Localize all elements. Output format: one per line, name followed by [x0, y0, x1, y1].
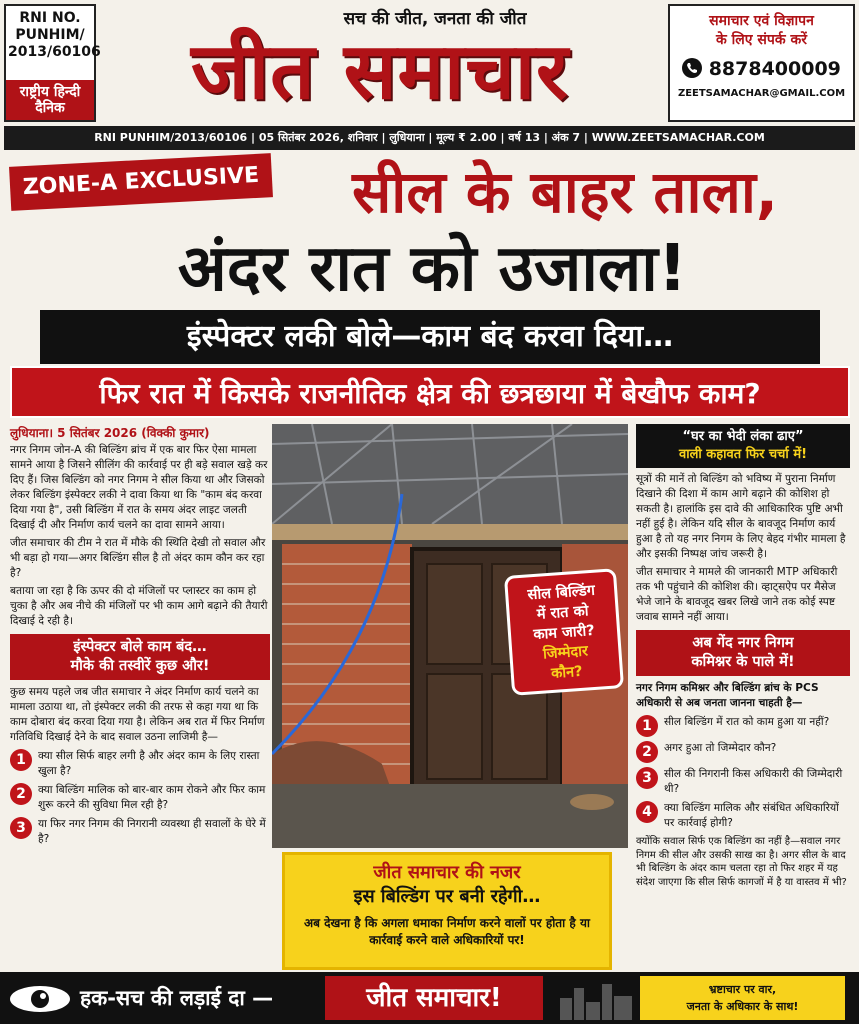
section-heading-line: इंस्पेक्टर बोले काम बंद…: [73, 639, 207, 655]
callout-line: में रात को: [536, 603, 589, 623]
question-number: 1: [10, 749, 32, 771]
question-number: 1: [636, 715, 658, 737]
footer-brand: जीत समाचार!: [325, 976, 543, 1020]
callout-line: सील बिल्डिंग: [527, 582, 596, 604]
email-address[interactable]: ZEETSAMACHAR@GMAIL.COM: [677, 88, 846, 99]
article-paragraph: जीत समाचार की टीम ने रात में मौके की स्थिति देखी तो सवाल और भी बड़ा हो गया—अगर बिल्डिंग सील है तो अंदर काम कौन कर रहा है?: [10, 537, 266, 579]
phone-text: 8878400009: [708, 58, 841, 80]
callout-line: कौन?: [550, 663, 584, 682]
question-item: [636, 741, 850, 763]
question-number: 4: [636, 801, 658, 823]
question-item: [636, 767, 850, 797]
question-number: 2: [636, 741, 658, 763]
question-text: क्या बिल्डिंग मालिक को बार-बार काम रोकने और फिर काम शुरू करने की सुविधा मिल रही है?: [38, 784, 266, 811]
subheadline-red: फिर रात में किसके राजनीतिक क्षेत्र की छत्रछाया में बेखौफ काम?: [10, 366, 850, 418]
national-daily-line: दैनिक: [35, 100, 65, 116]
question-text: सील बिल्डिंग में रात को काम हुआ या नहीं?: [664, 716, 830, 728]
question-text: अगर हुआ तो जिम्मेदार कौन?: [664, 742, 777, 754]
footer-motto: [640, 976, 845, 1020]
footer-slogan: हक-सच की लड़ाई दा —: [80, 986, 274, 1010]
dateline: लुधियाना। 5 सितंबर 2026 (विक्की कुमार): [10, 426, 210, 440]
section-heading-line: “घर का भेदी लंका ढाए”: [682, 429, 804, 444]
subheadline-black: इंस्पेक्टर लकी बोले—काम बंद करवा दिया…: [40, 310, 820, 364]
section-heading-line: वाली कहावत फिर चर्चा में!: [678, 447, 808, 462]
contact-box: [668, 4, 855, 122]
eye-icon: [8, 984, 72, 1014]
photo-callout: [504, 568, 624, 696]
city-skyline-icon: [560, 980, 634, 1020]
headline-line-1: सील के बाहर ताला,: [352, 158, 778, 226]
article-paragraph: नगर निगम जोन-A की बिल्डिंग ब्रांच में एक बार फिर ऐसा मामला सामने आया है जिसने सीलिंग की कार्रवाई पर ही बड़े सवाल खड़े कर दिए हैं। जिस बिल्डिंग को नगर निगम ने सील किया था और जिसको लेकर बिल्डिंग इंस्पेक्टर लकी ने दावा किया था कि "काम बंद करवा दिया गया है", उसी बिल्डिंग में रात के समय अंदर लाइट जलती दिखाई दी और निर्माण कार्य चलने का दावा सामने आया।: [10, 444, 268, 531]
rni-line: RNI NO.: [19, 10, 81, 26]
question-number: 3: [10, 817, 32, 839]
exclusive-tag: ZONE-A EXCLUSIVE: [9, 153, 273, 211]
info-bar: RNI PUNHIM/2013/60106 | 05 सितंबर 2026, शनिवार | लुधियाना | मूल्य ₹ 2.00 | वर्ष 13 | अंक 7 | WWW.ZEETSAMACHAR.COM: [4, 126, 855, 150]
section-heading: [636, 630, 850, 676]
national-daily-label: [6, 80, 94, 120]
question-number: 3: [636, 767, 658, 789]
article-paragraph: सूत्रों की मानें तो बिल्डिंग को भविष्य में पुराना निर्माण दिखाने की दिशा में काम आगे बढ़ाने की कोशिश हो सकती है। हालांकि इस दावे की आधिकारिक पुष्टि अभी नहीं हुई है। लेकिन यदि सील के बावजूद निर्माण कार्य हुआ है तो यह नगर निगम के लिए बेहद गंभीर मामला है और इसकी निष्पक्ष जांच जरूरी है।: [636, 473, 846, 560]
rni-line: PUNHIM/: [15, 27, 85, 43]
callout-line: काम जारी?: [532, 622, 596, 644]
callout-line: जिम्मेदार: [542, 643, 589, 663]
contact-line: समाचार एवं विज्ञापन: [709, 13, 814, 29]
article-paragraph: नगर निगम कमिश्नर और बिल्डिंग ब्रांच के PCS अधिकारी से अब जनता जानना चाहती है—: [636, 682, 819, 709]
question-text: सील की निगरानी किस अधिकारी की जिम्मेदारी थी?: [664, 768, 843, 795]
question-item: [636, 715, 850, 737]
question-item: [636, 801, 850, 831]
national-daily-line: राष्ट्रीय हिन्दी: [19, 84, 81, 100]
question-text: क्या बिल्डिंग मालिक और संबंधित अधिकारियों पर कार्रवाई होगी?: [664, 802, 839, 829]
article-paragraph: क्योंकि सवाल सिर्फ एक बिल्डिंग का नहीं है—सवाल नगर निगम की सील और उसकी साख का है। अगर सील के बाद भी बिल्डिंग के अंदर काम चलता रहा तो फिर शहर में यह संदेश जाएगा कि सील सिर्फ कागजों में है या वास्तव में भी?: [636, 836, 847, 888]
question-text: या फिर नगर निगम की निगरानी व्यवस्था ही सवालों के घेरे में है?: [38, 818, 266, 845]
footer-motto-line: भ्रष्टाचार पर वार,: [708, 983, 777, 996]
phone-icon: [682, 58, 702, 78]
question-item: [10, 817, 270, 847]
watch-title: इस बिल्डिंग पर बनी रहेगी…: [353, 886, 541, 907]
article-paragraph: जीत समाचार ने मामले की जानकारी MTP अधिकारी तक भी पहुंचाने की कोशिश की। व्हाट्सऐप पर मैसेज भेजे जाने के बावजूद खबर लिखे जाने तक कोई स्पष्ट जवाब सामने नहीं आया।: [636, 566, 838, 623]
question-item: [10, 749, 270, 779]
article-paragraph: कुछ समय पहले जब जीत समाचार ने अंदर निर्माण कार्य चलने का मामला उठाया था, तो इंस्पेक्टर लकी की तरफ से कहा गया था कि काम दोबारा बंद करवा दिया गया है। लेकिन अब रात में फिर निर्माण गतिविधि दिखाई देने के बाद सवाल उठना लाजिमी है—: [10, 686, 265, 743]
footer-bar: [0, 972, 859, 1024]
rni-box: [4, 4, 101, 122]
question-text: क्या सील सिर्फ बाहर लगी है और अंदर काम के लिए रास्ता खुला है?: [38, 750, 260, 777]
left-column: [10, 426, 270, 851]
right-column: [636, 424, 850, 892]
section-heading: [636, 424, 850, 468]
section-heading-line: अब गेंद नगर निगम: [692, 635, 794, 651]
section-heading: [10, 634, 270, 680]
rni-line: 2013/60106: [8, 44, 101, 60]
question-number: 2: [10, 783, 32, 805]
watch-title: जीत समाचार की नजर: [373, 862, 521, 883]
watch-text: अब देखना है कि अगला धमाका निर्माण करने वालों पर होता है या कार्रवाई करने वाले अधिकारियों पर!: [303, 916, 591, 947]
watch-box: [282, 852, 612, 970]
section-heading-line: कमिश्नर के पाले में!: [691, 654, 795, 670]
section-heading-line: मौके की तस्वीरें कुछ और!: [70, 658, 210, 674]
headline-line-2: अंदर रात को उजाला!: [177, 232, 688, 306]
tagline: सच की जीत, जनता की जीत: [343, 9, 527, 29]
footer-motto-line: जनता के अधिकार के साथ!: [686, 1000, 799, 1013]
phone-number[interactable]: [670, 58, 853, 80]
newspaper-brand: जीत समाचार: [191, 27, 569, 117]
article-paragraph: बताया जा रहा है कि ऊपर की दो मंजिलों पर प्लास्टर का काम हो चुका है और अब नीचे की मंजिलों पर भी काम आगे बढ़ाने की तैयारी दिखाई दे रही है।: [10, 585, 268, 627]
question-item: [10, 783, 270, 813]
contact-line: के लिए संपर्क करें: [716, 32, 807, 48]
